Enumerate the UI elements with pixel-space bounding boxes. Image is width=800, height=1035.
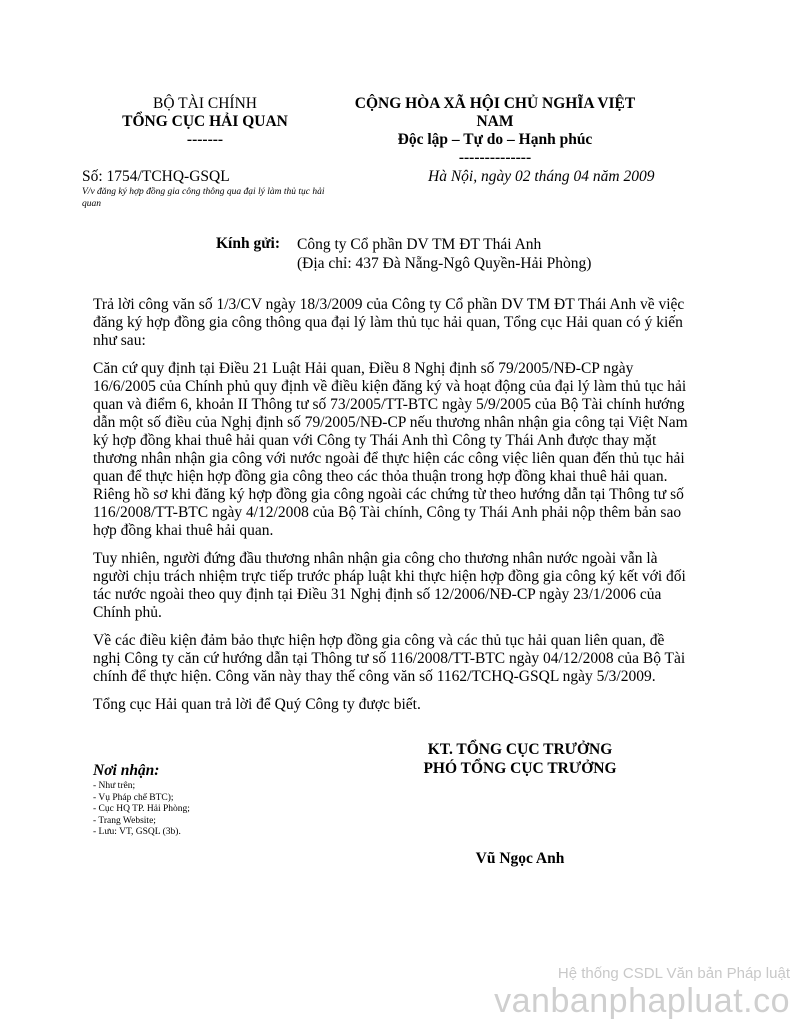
national-motto: Độc lập – Tự do – Hạnh phúc [397, 131, 593, 148]
recipient-item: - Trang Website; [93, 815, 156, 826]
body-paragraph: Căn cứ quy định tại Điều 21 Luật Hải quan, Điều 8 Nghị định số 79/2005/NĐ-CP ngày 16/6/2005 của Chính phủ quy định về điều kiện đăng ký và hoạt động của đại lý làm thủ tục hải quan và điểm 6, khoản II Thông tư số 73/2005/TT-BTC ngày 5/9/2005 của Bộ Tài chính hướng dẫn một số điều của Nghị định số 79/2005/NĐ-CP nếu thương nhân nhận gia công tại Việt Nam ký hợp đồng khai thuê hải quan với Công ty Thái Anh thì Công ty Thái Anh được thay mặt thương nhân nhận gia công với nước ngoài để thực hiện các công việc liên quan đến thủ tục hải quan để thực hiện hợp đồng gia công theo các thỏa thuận trong hợp đồng khai thuê hải quan. Riêng hồ sơ khi đăng ký hợp đồng gia công ngoài các chứng từ theo hướng dẫn tại Thông tư số 116/2008/TT-BTC ngày 4/12/2008 của Bộ Tài chính, Công ty Thái Anh phải nộp thêm bản sao hợp đồng khai thuê hải quan. [93, 360, 688, 539]
motto-rule: -------------- [458, 149, 532, 166]
recipient-item: - Lưu: VT, GSQL (3b). [93, 827, 181, 837]
recipient-address: (Địa chỉ: 437 Đà Nẵng-Ngô Quyền-Hải Phòng) [297, 255, 592, 272]
country-name: CỘNG HÒA XÃ HỘI CHỦ NGHĨA VIỆT NAM [354, 95, 636, 130]
document-subject: V/v đăng ký hợp đồng gia công thông qua đại lý làm thủ tục hải quan [82, 187, 325, 209]
national-header [345, 95, 645, 167]
signer-title-2: PHÓ TỔNG CỤC TRƯỞNG [423, 760, 617, 777]
signer-name: Vũ Ngọc Anh [475, 850, 565, 867]
document-date: Hà Nội, ngày 02 tháng 04 năm 2009 [428, 168, 655, 185]
ministry-name: BỘ TÀI CHÍNH [153, 95, 257, 112]
recipient-item: - Cục HQ TP. Hải Phòng; [93, 804, 190, 814]
issuer-header [95, 95, 315, 149]
agency-name: TỔNG CỤC HẢI QUAN [122, 113, 288, 130]
recipients-list [93, 781, 190, 839]
signer-title-1: KT. TỔNG CỤC TRƯỞNG [427, 741, 613, 758]
letter-body [93, 296, 693, 724]
body-paragraph: Trả lời công văn số 1/3/CV ngày 18/3/2009 của Công ty Cổ phần DV TM ĐT Thái Anh về việc đăng ký hợp đồng gia công thông qua đại lý làm thủ tục hải quan, Tổng cục Hải quan có ý kiến như sau: [93, 296, 685, 349]
recipient-block [297, 235, 591, 273]
document-number: Số: 1754/TCHQ-GSQL [82, 168, 230, 185]
watermark-caption: Hệ thống CSDL Văn bản Pháp luật [557, 965, 790, 982]
recipient-item: - Vụ Pháp chế BTC); [93, 792, 174, 803]
watermark-site: vanbanphapluat.co [494, 982, 790, 1020]
body-paragraph: Tuy nhiên, người đứng đầu thương nhân nhận gia công cho thương nhân nước ngoài vẫn là người chịu trách nhiệm trực tiếp trước pháp luật khi thực hiện hợp đồng gia công ký kết với đối tác nước ngoài theo quy định tại Điều 31 Nghị định số 12/2006/NĐ-CP ngày 23/1/2006 của Chính phủ. [93, 550, 686, 621]
recipients-title: Nơi nhận: [93, 762, 160, 779]
recipient-item: - Như trên; [93, 781, 136, 791]
body-paragraph: Tổng cục Hải quan trả lời để Quý Công ty được biết. [93, 696, 421, 713]
signature-block [395, 740, 645, 778]
agency-rule: ------- [186, 131, 224, 148]
recipient-label: Kính gửi: [216, 235, 280, 252]
recipient-name: Công ty Cổ phần DV TM ĐT Thái Anh [297, 236, 542, 253]
body-paragraph: Về các điều kiện đảm bảo thực hiện hợp đồng gia công và các thủ tục hải quan liên quan, đề nghị Công ty căn cứ hướng dẫn tại Thông tư số 116/2008/TT-BTC ngày 04/12/2008 của Bộ Tài chính để thực hiện. Công văn này thay thế công văn số 1162/TCHQ-GSQL ngày 5/3/2009. [93, 632, 686, 685]
